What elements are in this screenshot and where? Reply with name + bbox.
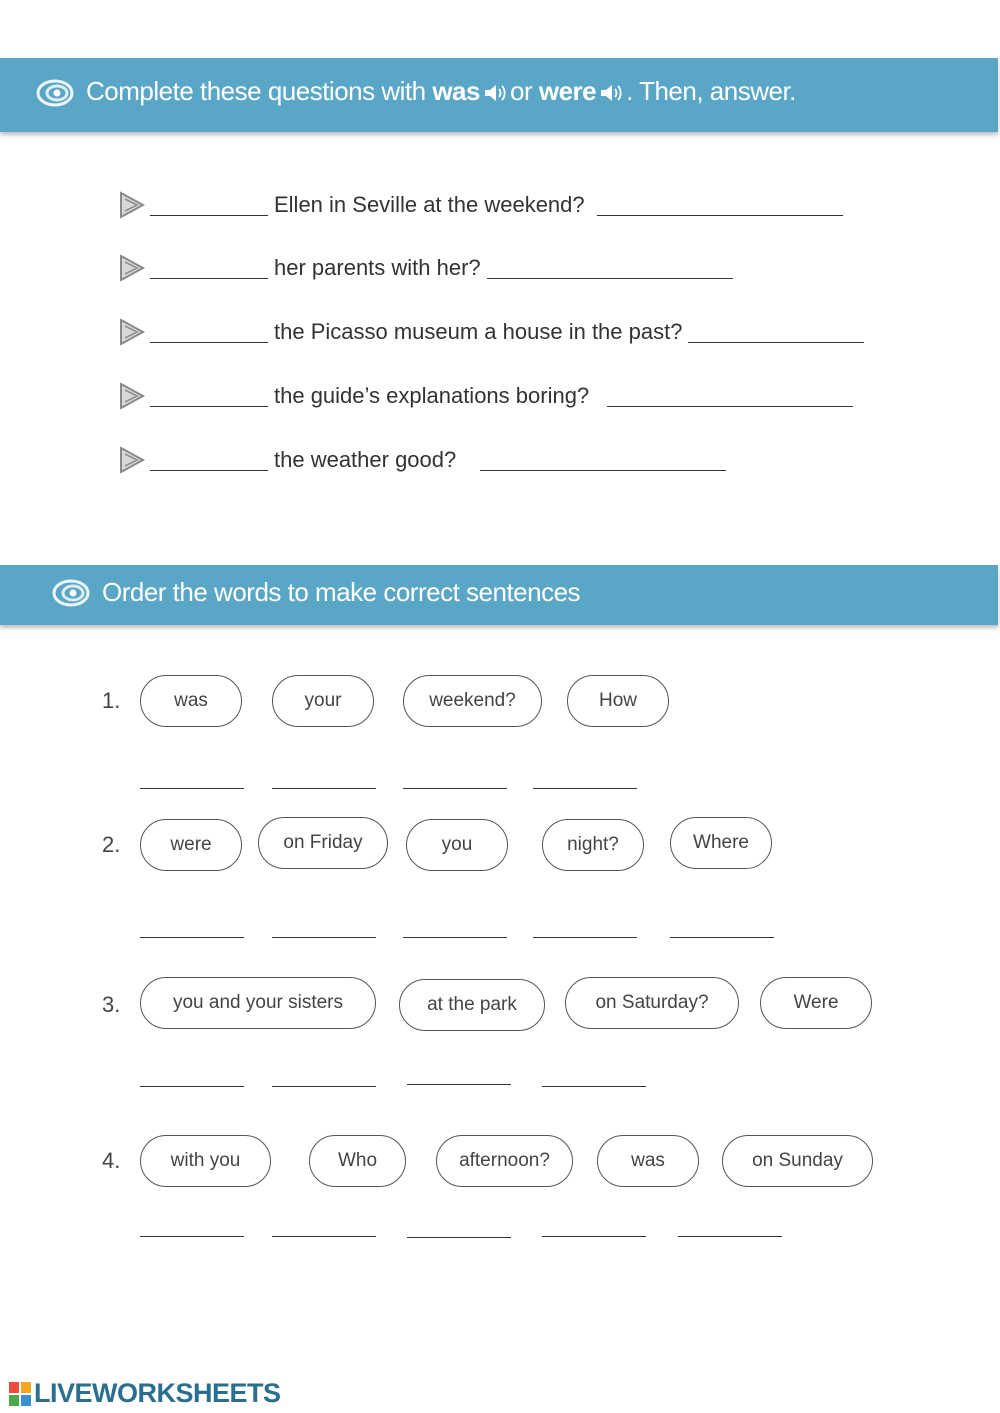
play-arrow-icon xyxy=(118,190,146,220)
answer-line[interactable] xyxy=(597,195,843,216)
answer-slot[interactable] xyxy=(140,788,244,789)
word-tile[interactable]: night? xyxy=(542,819,644,871)
answer-slot[interactable] xyxy=(272,937,376,938)
play-arrow-icon xyxy=(118,317,146,347)
answer-slot[interactable] xyxy=(272,1086,376,1087)
answer-blank[interactable] xyxy=(150,258,268,279)
answer-slot[interactable] xyxy=(403,937,507,938)
answer-slot[interactable] xyxy=(140,1236,244,1237)
word-was: was xyxy=(432,76,480,106)
eye-swirl-icon xyxy=(36,78,74,108)
answer-blank[interactable] xyxy=(150,195,268,216)
item-number: 1. xyxy=(102,688,121,713)
answer-line[interactable] xyxy=(688,322,864,343)
play-arrow-icon xyxy=(118,445,146,475)
answer-slot[interactable] xyxy=(140,1086,244,1087)
answer-slot[interactable] xyxy=(670,937,774,938)
answer-line[interactable] xyxy=(607,386,853,407)
brand-footer xyxy=(8,1378,281,1409)
item-number: 4. xyxy=(102,1148,121,1173)
word-tile[interactable]: Where xyxy=(670,817,772,869)
brand-name[interactable]: LIVEWORKSHEETS xyxy=(34,1378,281,1408)
answer-slot[interactable] xyxy=(407,1084,511,1085)
word-tile[interactable]: How xyxy=(567,675,669,727)
word-tile[interactable]: your xyxy=(272,675,374,727)
word-tile[interactable]: were xyxy=(140,819,242,871)
question-row xyxy=(118,443,726,477)
eye-swirl-icon xyxy=(52,578,90,608)
play-arrow-icon xyxy=(118,253,146,283)
answer-slot[interactable] xyxy=(407,1237,511,1238)
word-were: were xyxy=(538,76,597,106)
word-tile[interactable]: afternoon? xyxy=(436,1135,573,1187)
question-text: Ellen in Seville at the weekend? xyxy=(274,192,585,217)
question-row xyxy=(118,188,843,222)
answer-slot[interactable] xyxy=(533,937,637,938)
question-text: the Picasso museum a house in the past? xyxy=(274,319,683,344)
question-text: her parents with her? xyxy=(274,255,481,280)
answer-slot[interactable] xyxy=(533,788,637,789)
question-row xyxy=(118,251,733,285)
word-tile[interactable]: you and your sisters xyxy=(140,977,376,1029)
word-tile[interactable]: with you xyxy=(140,1135,271,1187)
word-tile[interactable]: Who xyxy=(309,1135,406,1187)
word-tile[interactable]: on Sunday xyxy=(722,1135,873,1187)
section1-title: Complete these questions with was or were . Then, answer. xyxy=(86,76,796,106)
question-text: the weather good? xyxy=(274,447,457,472)
item-number: 3. xyxy=(102,992,121,1017)
speaker-icon[interactable] xyxy=(599,83,623,103)
word-tile[interactable]: on Friday xyxy=(258,817,388,869)
speaker-icon[interactable] xyxy=(483,83,507,103)
answer-slot[interactable] xyxy=(272,1236,376,1237)
answer-slot[interactable] xyxy=(542,1236,646,1237)
liveworksheets-logo-icon xyxy=(8,1380,32,1408)
word-tile[interactable]: was xyxy=(597,1135,699,1187)
play-arrow-icon xyxy=(118,381,146,411)
answer-blank[interactable] xyxy=(150,450,268,471)
answer-slot[interactable] xyxy=(542,1086,646,1087)
question-row xyxy=(118,315,864,349)
item-number: 2. xyxy=(102,832,121,857)
section2-header xyxy=(0,565,998,625)
word-tile[interactable]: was xyxy=(140,675,242,727)
answer-slot[interactable] xyxy=(140,937,244,938)
word-tile[interactable]: you xyxy=(406,819,508,871)
answer-slot[interactable] xyxy=(678,1236,782,1237)
section1-header xyxy=(0,58,998,132)
word-tile[interactable]: at the park xyxy=(399,979,545,1031)
word-tile[interactable]: weekend? xyxy=(403,675,542,727)
answer-blank[interactable] xyxy=(150,386,268,407)
answer-slot[interactable] xyxy=(403,788,507,789)
answer-slot[interactable] xyxy=(272,788,376,789)
answer-line[interactable] xyxy=(480,450,726,471)
question-row xyxy=(118,379,853,413)
word-tile[interactable]: Were xyxy=(760,977,872,1029)
section2-title: Order the words to make correct sentences xyxy=(102,577,581,607)
answer-blank[interactable] xyxy=(150,322,268,343)
word-tile[interactable]: on Saturday? xyxy=(565,977,739,1029)
question-text: the guide’s explanations boring? xyxy=(274,383,590,408)
answer-line[interactable] xyxy=(487,258,733,279)
